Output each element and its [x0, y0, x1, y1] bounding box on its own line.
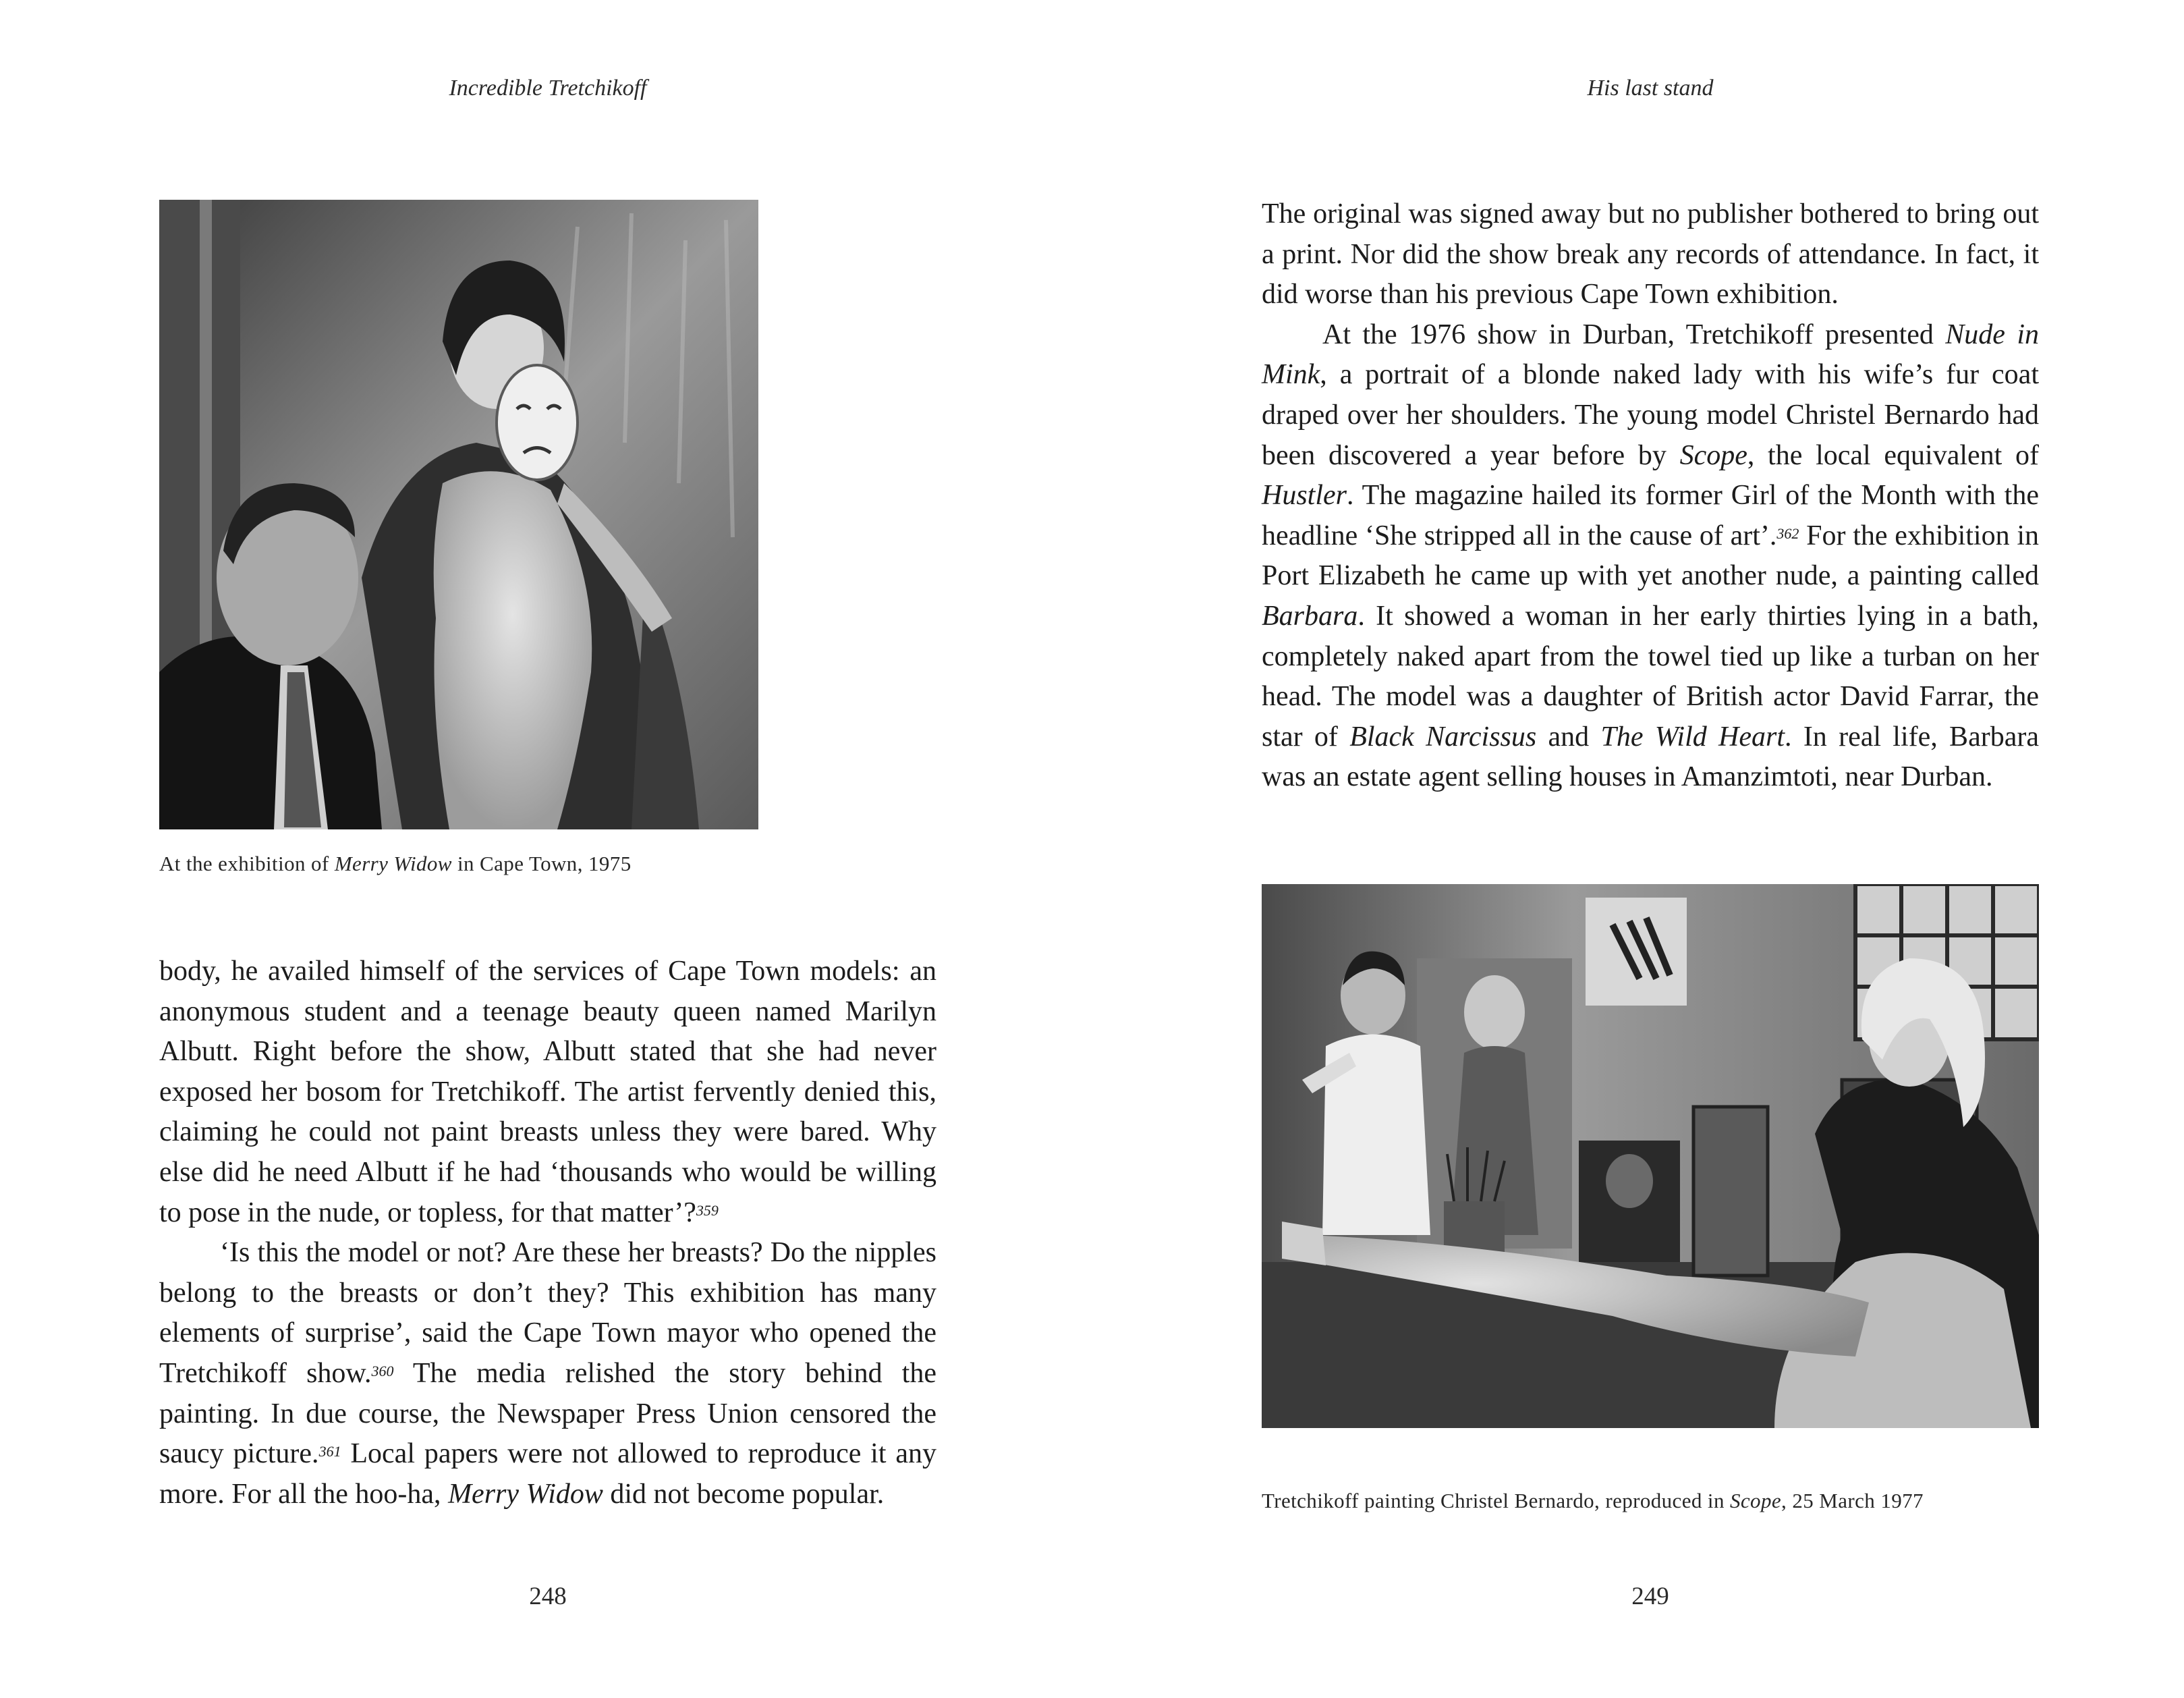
exhibition-photo-merry-widow [159, 200, 758, 829]
endnote-ref-362: 362 [1776, 524, 1799, 542]
title-nude-in-mink: Nude in Mink [1262, 319, 2039, 391]
caption-right-before: Tretchikoff painting Christel Bernardo, reproduced in [1262, 1489, 1730, 1512]
paragraph-left-2-part3: Local papers were not allowed to reproduce it any more. For all the hoo-ha, [159, 1438, 936, 1510]
paragraph-right-2-part2: , a portrait of a blonde naked lady with his wife’s fur coat draped over her shoulders. The young model Christel Bernardo had been discovered a year before by [1262, 359, 2039, 471]
body-text-left [159, 952, 936, 1514]
caption-right-title: Scope [1730, 1489, 1782, 1512]
figure-caption-right [1262, 1489, 1924, 1513]
paragraph-left-2 [159, 1233, 936, 1514]
caption-left-after: in Cape Town, 1975 [451, 852, 632, 875]
running-head-left: Incredible Tretchikoff [449, 76, 647, 101]
title-scope: Scope [1679, 439, 1747, 471]
paragraph-left-1 [159, 952, 936, 1233]
figure-caption-left [159, 852, 632, 876]
paragraph-right-2-part7: and [1536, 721, 1601, 752]
paragraph-left-2-part1: ‘Is this the model or not? Are these her breasts? Do the nipples belong to the breasts or don’t they? This exhibition has many elements of surprise’, said the Cape Town mayor who opened the Tretchikoff show. [159, 1237, 936, 1389]
paragraph-right-1: The original was signed away but no publisher bothered to bring out a print. Nor did the show break any records of attendance. In fact, it did worse than his previous Cape Town exhibition. [1262, 198, 2039, 310]
paragraph-right-2 [1262, 315, 2039, 798]
photo-studio-illustration [1262, 884, 2039, 1428]
caption-left-title: Merry Widow [334, 852, 452, 875]
page-number-left: 248 [529, 1583, 567, 1610]
title-merry-widow: Merry Widow [448, 1478, 603, 1510]
caption-left-before: At the exhibition of [159, 852, 335, 875]
paragraph-right-2-part6: . It showed a woman in her early thirties lying in a bath, completely naked apart from the towel tied up like a turban on her head. The model was a daughter of British actor David Farrar, the star of [1262, 600, 2039, 752]
endnote-ref-361: 361 [318, 1443, 341, 1460]
right-page [1092, 0, 2184, 1698]
running-head-right: His last stand [1587, 76, 1714, 101]
paragraph-left-1-text: body, he availed himself of the services of Cape Town models: an anonymous student and a teenage beauty queen named Marilyn Albutt. Right before the show, Albutt stated that she had never exposed her bosom for Tretchikoff. The artist fervently denied this, claiming he could not paint breasts unless they were bared. Why else did he need Albutt if he had ‘thousands who would be willing to pose in the nude, or topless, for that matter’? [159, 956, 936, 1228]
title-black-narcissus: Black Narcissus [1349, 721, 1537, 752]
body-text-right [1262, 194, 2039, 798]
paragraph-left-2-part4: did not become popular. [603, 1478, 885, 1510]
studio-photo-christel-bernardo [1262, 884, 2039, 1428]
title-barbara: Barbara [1262, 600, 1358, 632]
paragraph-right-2-part8: . In real life, Barbara was an estate agent selling houses in Amanzimtoti, near Durban. [1262, 721, 2039, 793]
paragraph-right-2-part3: , the local equivalent of [1747, 439, 2039, 471]
photo-merry-widow-illustration [159, 200, 758, 829]
title-the-wild-heart: The Wild Heart [1600, 721, 1785, 752]
title-hustler: Hustler [1262, 480, 1347, 512]
paragraph-left-2-part2: The media relished the story behind the painting. In due course, the Newspaper Press Union censored the saucy picture. [159, 1357, 936, 1470]
caption-right-after: , 25 March 1977 [1781, 1489, 1924, 1512]
paragraph-right-2-part4: . The magazine hailed its former Girl of the Month with the headline ‘She stripped all in the cause of art’. [1262, 480, 2039, 551]
endnote-ref-359: 359 [696, 1201, 719, 1219]
endnote-ref-360: 360 [371, 1362, 394, 1379]
page-number-right: 249 [1631, 1583, 1669, 1610]
paragraph-right-2-part1: At the 1976 show in Durban, Tretchikoff presented [1322, 319, 1946, 350]
paragraph-right-2-part5: For the exhibition in Port Elizabeth he came up with yet another nude, a painting called [1262, 520, 2039, 592]
